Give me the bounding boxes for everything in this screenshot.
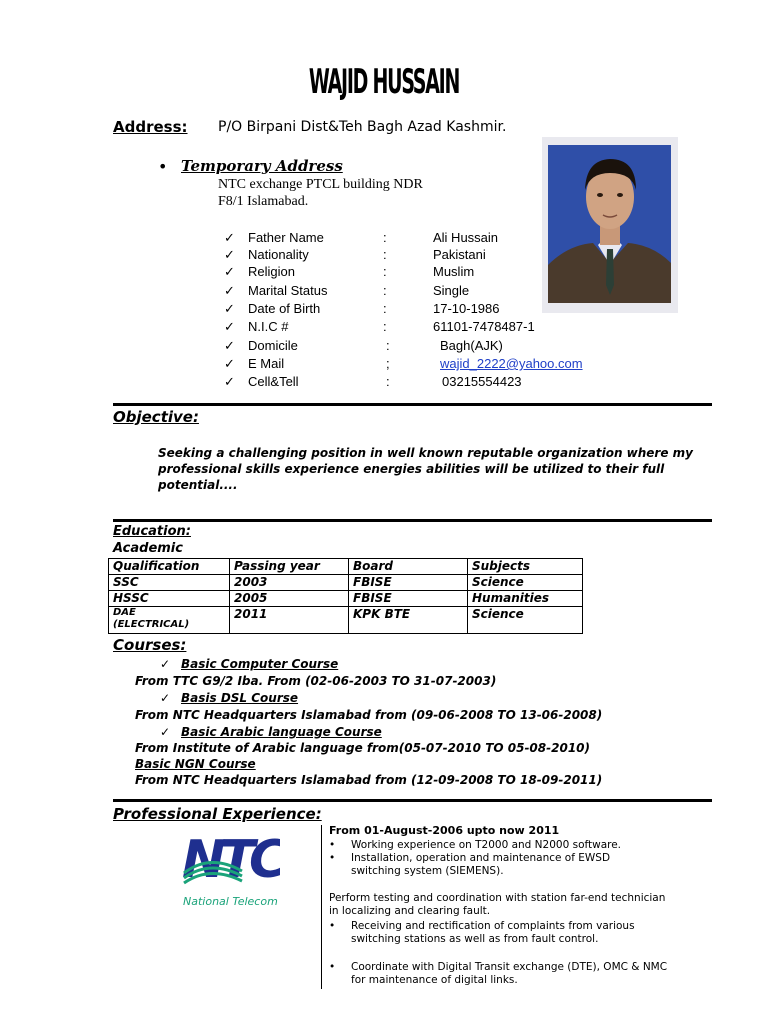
- table-cell: Science: [468, 607, 583, 634]
- experience-paragraph: Perform testing and coordination with station far-end technician in localizing and clearing fault.: [329, 892, 666, 917]
- ntc-logo-icon: [180, 825, 280, 885]
- education-subheading: Academic: [113, 541, 183, 556]
- personal-info-label: N.I.C #: [248, 319, 289, 334]
- course-detail: From TTC G9/2 Iba. From (02-06-2003 TO 31-07-2003): [135, 674, 497, 688]
- table-cell: Humanities: [468, 591, 583, 607]
- check-icon: ✓: [224, 319, 235, 334]
- table-row: [109, 591, 583, 607]
- address-value: P/O Birpani Dist&Teh Bagh Azad Kashmir.: [218, 119, 507, 135]
- temporary-address-line1: NTC exchange PTCL building NDR: [218, 177, 423, 192]
- experience-bullet: Working experience on T2000 and N2000 software.: [351, 839, 622, 851]
- personal-info-label: Cell&Tell: [248, 374, 299, 389]
- check-icon: ✓: [160, 691, 171, 705]
- bullet-icon: •: [329, 852, 336, 864]
- personal-info-value: 03215554423: [442, 374, 522, 389]
- divider-vertical: [321, 825, 322, 989]
- personal-info-value: Muslim: [433, 264, 475, 279]
- check-icon: ✓: [160, 725, 171, 739]
- divider: [113, 519, 712, 522]
- personal-info-label: Nationality: [248, 247, 309, 262]
- email-link[interactable]: wajid_2222@yahoo.com: [440, 356, 583, 371]
- objective-text: Seeking a challenging position in well known reputable organization where my professional skills experience energies abilities will be utilized to their full potential....: [158, 446, 693, 492]
- personal-info-separator: :: [383, 301, 387, 316]
- table-cell: 2011: [230, 607, 349, 634]
- check-icon: ✓: [224, 374, 235, 389]
- check-icon: ✓: [224, 264, 235, 279]
- column-header: Qualification: [109, 559, 230, 575]
- personal-info-value: Single: [433, 283, 470, 298]
- address-label: Address:: [113, 118, 188, 136]
- person-portrait-icon: [548, 145, 671, 303]
- course-title: Basic Computer Course: [181, 657, 339, 671]
- check-icon: ✓: [224, 338, 235, 353]
- divider: [113, 403, 712, 406]
- dae-note: (ELECTRICAL): [113, 619, 190, 630]
- column-header: Board: [349, 559, 468, 575]
- logo-caption: National Telecom: [183, 895, 278, 908]
- personal-info-label: E Mail: [248, 356, 285, 371]
- check-icon: ✓: [160, 657, 171, 671]
- personal-info-separator: :: [386, 374, 390, 389]
- personal-info-separator: :: [386, 338, 390, 353]
- experience-period: From 01-August-2006 upto now 2011: [329, 824, 560, 837]
- table-cell: HSSC: [109, 591, 230, 607]
- check-icon: ✓: [224, 356, 235, 371]
- course-title: Basic NGN Course: [135, 757, 256, 771]
- check-icon: ✓: [224, 283, 235, 298]
- table-row: [109, 575, 583, 591]
- personal-info-separator: ;: [386, 356, 390, 371]
- bullet-icon: •: [329, 961, 336, 973]
- profile-photo: [542, 137, 678, 313]
- check-icon: ✓: [224, 301, 235, 316]
- personal-info-separator: :: [383, 319, 387, 334]
- column-header: Subjects: [468, 559, 583, 575]
- course-detail: From NTC Headquarters Islamabad from (12-09-2008 TO 18-09-2011): [135, 773, 603, 787]
- course-title: Basic Arabic language Course: [181, 725, 382, 739]
- objective-heading: Objective:: [113, 408, 199, 426]
- check-icon: ✓: [224, 247, 235, 262]
- personal-info-separator: :: [383, 230, 387, 245]
- divider: [113, 799, 712, 802]
- table-cell: 2005: [230, 591, 349, 607]
- personal-info-separator: :: [383, 264, 387, 279]
- table-row: [109, 607, 583, 634]
- column-header: Passing year: [230, 559, 349, 575]
- logo-wordmark: NTC: [182, 830, 280, 885]
- course-detail: From NTC Headquarters Islamabad from (09-06-2008 TO 13-06-2008): [135, 708, 603, 722]
- table-cell: Science: [468, 575, 583, 591]
- experience-bullet: Installation, operation and maintenance of EWSD switching system (SIEMENS).: [351, 852, 611, 877]
- personal-info-value: Pakistani: [433, 247, 486, 262]
- table-cell: FBISE: [349, 591, 468, 607]
- temporary-address-title: Temporary Address: [181, 157, 343, 175]
- dae-label: DAE: [113, 607, 136, 618]
- table-cell: KPK BTE: [349, 607, 468, 634]
- personal-info-separator: :: [383, 283, 387, 298]
- personal-info-label: Father Name: [248, 230, 324, 245]
- education-heading: Education:: [113, 524, 191, 539]
- bullet-icon: •: [329, 839, 336, 851]
- experience-bullet: Receiving and rectification of complaints from various switching stations as well as from fault control.: [351, 920, 635, 945]
- ntc-logo: [180, 825, 300, 915]
- personal-info-separator: :: [383, 247, 387, 262]
- courses-heading: Courses:: [113, 636, 187, 654]
- personal-info-value: Bagh(AJK): [440, 338, 503, 353]
- check-icon: ✓: [224, 230, 235, 245]
- personal-info-value: 17-10-1986: [433, 301, 500, 316]
- bullet-icon: •: [329, 920, 336, 932]
- resume-name: WAJID HUSSAIN: [308, 62, 460, 102]
- course-detail: From Institute of Arabic language from(05-07-2010 TO 05-08-2010): [135, 741, 590, 755]
- personal-info-value: Ali Hussain: [433, 230, 499, 245]
- table-cell: [109, 607, 230, 634]
- table-cell: FBISE: [349, 575, 468, 591]
- personal-info-label: Marital Status: [248, 283, 328, 298]
- bullet-icon: •: [158, 157, 168, 176]
- experience-bullet: Coordinate with Digital Transit exchange (DTE), OMC & NMC for maintenance of digital links.: [351, 961, 668, 986]
- personal-info-label: Religion: [248, 264, 295, 279]
- personal-info-value: 61101-7478487-1: [433, 319, 535, 334]
- education-table: [108, 558, 583, 634]
- course-title: Basis DSL Course: [181, 691, 299, 705]
- table-cell: SSC: [109, 575, 230, 591]
- personal-info-label: Domicile: [248, 338, 298, 353]
- temporary-address-line2: F8/1 Islamabad.: [218, 194, 309, 209]
- personal-info-label: Date of Birth: [248, 301, 321, 316]
- table-cell: 2003: [230, 575, 349, 591]
- experience-heading: Professional Experience:: [113, 805, 322, 823]
- table-header-row: [109, 559, 583, 575]
